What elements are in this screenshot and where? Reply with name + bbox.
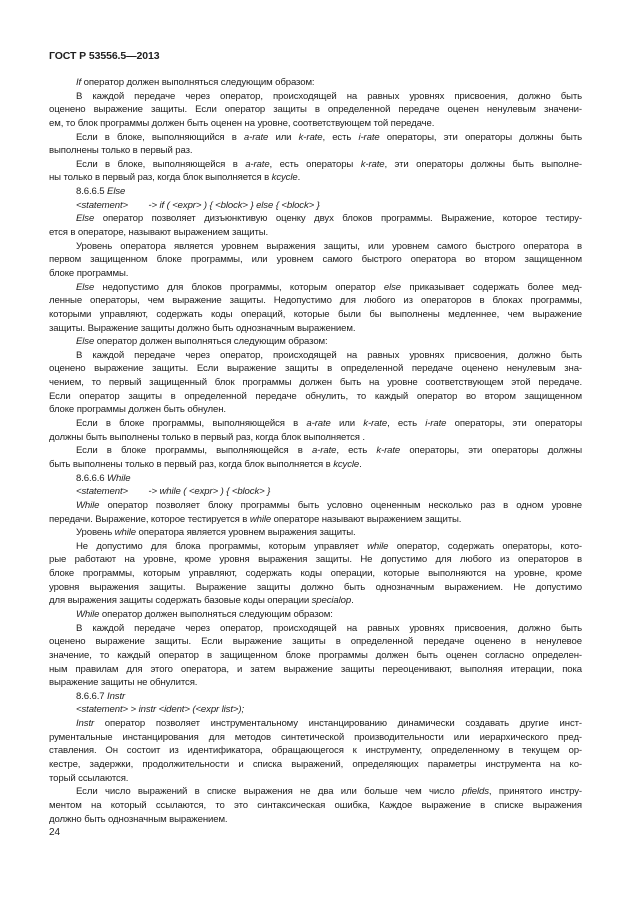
paragraph	[49, 622, 582, 690]
text-line	[49, 594, 582, 608]
italic-term: i-rate	[358, 131, 380, 143]
text-run: ленные операторы, чем выражение защиты. Недопустимо для любого из операторов в блоках программы,	[49, 295, 582, 307]
text-line	[49, 703, 582, 717]
text-line	[49, 240, 582, 254]
text-line	[49, 253, 582, 267]
text-run: блоке программы, которым управляют, содержать коды операции, которые выполняются на уровне, кроме	[49, 568, 582, 580]
text-line	[49, 417, 582, 431]
italic-term: k-rate	[363, 418, 388, 430]
text-line	[49, 649, 582, 663]
text-line	[49, 676, 582, 690]
paragraph	[49, 472, 582, 486]
italic-term: pfields	[461, 786, 489, 798]
text-run: .	[297, 172, 301, 184]
italic-term: Else	[76, 213, 95, 225]
text-run: , эти операторы должны быть выполне-	[384, 158, 582, 170]
text-run: ным правилам для этого оператора, и затем выражение защиты переоценивают, выполняя итерации, пока	[49, 663, 582, 675]
text-run: оператор должен выполняться следующим образом:	[81, 77, 315, 88]
text-line	[49, 171, 582, 185]
italic-term: <statement> > instr <ident> (<expr list>);	[76, 704, 245, 716]
italic-term: Instr	[76, 718, 95, 730]
italic-term: while	[114, 527, 136, 539]
italic-term: specialop	[311, 595, 352, 607]
text-run: В каждой передаче через оператор, происходящей на равных уровнях присвоения, должно быть	[76, 349, 582, 361]
text-line	[49, 485, 582, 499]
italic-term: a-rate	[245, 158, 270, 170]
text-run: оператора является уровнем выражения защиты.	[135, 527, 356, 539]
text-line	[49, 744, 582, 758]
paragraph	[49, 444, 582, 471]
text-line	[49, 362, 582, 376]
text-line	[49, 76, 582, 90]
italic-term: Else	[76, 281, 95, 293]
text-run: оценено выражение защиты. Если выражение защиты в определенной передаче оценено в ненулевое	[49, 636, 582, 648]
text-line	[49, 226, 582, 240]
paragraph	[49, 76, 582, 90]
text-run: операторы, эти операторы должны быть	[379, 131, 582, 143]
paragraph	[49, 785, 582, 826]
text-run: ставления. Он состоит из идентификатора, обращающегося к инструменту, определенному в текущем ор-	[49, 745, 582, 757]
text-run: оператор позволяет инструментальному инстанцированию динамически создавать другие инст-	[94, 718, 582, 730]
italic-term: While	[76, 499, 100, 511]
text-run: защиты. Выражение защиты должно быть однозначным выражением.	[49, 322, 356, 334]
paragraph	[49, 199, 582, 213]
text-line	[49, 731, 582, 745]
text-run: 8.6.6.7	[76, 690, 108, 702]
paragraph	[49, 212, 582, 239]
text-line	[49, 785, 582, 799]
text-line	[49, 403, 582, 417]
text-line	[49, 185, 582, 199]
italic-term: else	[383, 281, 402, 293]
paragraph	[49, 158, 582, 185]
paragraph	[49, 608, 582, 622]
text-line	[49, 117, 582, 131]
text-run: выполнены только в первый раз.	[49, 145, 193, 157]
text-run: оператор позволяет дизъюнктивую оценку двух блоков программы. Выражение, которое тестиру-	[94, 213, 582, 225]
italic-term: k-rate	[298, 131, 323, 143]
text-line	[49, 158, 582, 172]
text-run: недопустимо для блоков программы, которым оператор	[94, 281, 384, 293]
text-line	[49, 526, 582, 540]
paragraph	[49, 703, 582, 717]
text-run: кестре, задержки, продолжительности и списка выражений, определяющих параметры инструмента на ко-	[49, 759, 582, 771]
text-run: операторе называют выражением защиты.	[271, 513, 462, 525]
paragraph	[49, 717, 582, 785]
text-run: , есть	[387, 418, 426, 430]
text-run: должно быть однозначным выражением.	[49, 813, 228, 825]
text-run: ем, то блок программы должен быть оценен на уровне, соответствующем той передаче.	[49, 117, 435, 129]
text-line	[49, 567, 582, 581]
paragraph	[49, 335, 582, 349]
text-line	[49, 758, 582, 772]
text-line	[49, 799, 582, 813]
text-run: выражение защиты не обнулится.	[49, 677, 198, 689]
text-run: ны только в первый раз, когда блок выполняется в	[49, 172, 272, 184]
text-run: оператор позволяет блоку программы быть условно оцененным несколько раз в одном уровне	[99, 499, 582, 511]
page-number: 24	[49, 827, 61, 838]
text-line	[49, 212, 582, 226]
text-line	[49, 349, 582, 363]
italic-term: While	[107, 472, 131, 484]
text-run: рументальные инстанцирования для методов синтетической производительности или иерархического пред-	[49, 731, 582, 743]
paragraph	[49, 240, 582, 281]
text-run: быть выполнены только в первый раз, когда блок выполняется в	[49, 458, 334, 470]
italic-term: k-rate	[376, 445, 401, 457]
text-line	[49, 390, 582, 404]
text-line	[49, 472, 582, 486]
text-run: Если в блоке программы, выполняющейся в	[76, 418, 307, 430]
italic-term: If	[76, 77, 82, 88]
text-run: чением, то первый защищенный блок программы должен быть на уровне соответствующем этой передаче.	[49, 377, 582, 389]
text-run: должны быть выполнены только в первый раз, когда блок выполняется .	[49, 431, 365, 443]
text-run: блоке программы должен быть обнулен.	[49, 404, 226, 416]
text-run: Не допустимо для блока программы, которым управляет	[76, 540, 368, 552]
text-run: или	[330, 418, 364, 430]
text-line	[49, 717, 582, 731]
italic-term: a-rate	[306, 418, 331, 430]
paragraph	[49, 540, 582, 608]
italic-term: Else	[107, 186, 126, 198]
italic-term: a-rate	[243, 131, 269, 143]
paragraph	[49, 131, 582, 158]
text-line	[49, 540, 582, 554]
text-line	[49, 376, 582, 390]
text-line	[49, 131, 582, 145]
text-line	[49, 772, 582, 786]
text-run: блоке программы.	[49, 267, 129, 279]
text-line	[49, 267, 582, 281]
text-run: операторы, эти операторы	[446, 418, 582, 430]
text-run: , принятого инстру-	[488, 786, 582, 798]
text-line	[49, 199, 582, 213]
text-line	[49, 322, 582, 336]
italic-term: a-rate	[311, 445, 337, 457]
text-run: 8.6.6.5	[76, 186, 108, 198]
text-run: Уровень	[76, 527, 115, 539]
text-run: В каждой передаче через оператор, происходящей на равных уровнях присвоения, должно быть	[76, 90, 582, 102]
text-run: рые работают на уровне, кроме уровня выражения защиты. Не допустимо для любого из операторов в	[49, 554, 582, 566]
italic-term: <statement> -> if ( <expr> ) { <block> } else { <block> }	[76, 199, 320, 211]
text-line	[49, 458, 582, 472]
text-line	[49, 444, 582, 458]
paragraph	[49, 281, 582, 336]
text-run: оператор должен выполняться следующим образом:	[99, 608, 333, 620]
text-run: торый ссылаются.	[49, 772, 129, 784]
italic-term: while	[249, 513, 272, 525]
paragraph	[49, 690, 582, 704]
text-run: первом защищенном блоке программы, или уровнем самого быстрого оператора во втором защищенном	[49, 254, 582, 266]
paragraph	[49, 417, 582, 444]
text-run: значение, то каждый оператор в защищенном блоке программы должен быть оценен согласно определен-	[49, 649, 582, 661]
paragraph	[49, 499, 582, 526]
text-line	[49, 553, 582, 567]
text-run: ется в операторе, называют выражением защиты.	[49, 227, 269, 239]
text-run: .	[351, 595, 354, 607]
text-run: для выражения защиты содержать базовые коды операции	[49, 595, 312, 607]
text-run: приказывает содержать более мед-	[401, 281, 582, 293]
text-run: , есть	[336, 445, 377, 457]
text-run: Если в блоке программы, выполняющейся в	[76, 445, 312, 457]
text-line	[49, 294, 582, 308]
text-run: , есть	[322, 131, 359, 143]
text-line	[49, 144, 582, 158]
text-run: уровня выражения защиты. Выражение защиты должно быть однозначным выражением. Не допустимо	[49, 581, 582, 593]
text-run: или	[268, 131, 299, 143]
italic-term: <statement> -> while ( <expr> ) { <block> }	[76, 486, 271, 498]
document-body	[49, 76, 582, 826]
document-header: ГОСТ Р 53556.5—2013	[49, 50, 160, 62]
text-run: 8.6.6.6	[76, 472, 108, 484]
text-run: передачи. Выражение, которое тестируется в	[49, 513, 250, 525]
paragraph	[49, 526, 582, 540]
text-run: .	[359, 458, 362, 470]
italic-term: i-rate	[425, 418, 447, 430]
text-line	[49, 103, 582, 117]
text-run: Уровень оператора является уровнем выражения защиты, или уровнем самого быстрого оператора в	[76, 240, 582, 252]
text-run: оценено выражение защиты. Если выражение защиты в определенной передаче оценено ненулевым зна-	[49, 363, 582, 375]
paragraph	[49, 90, 582, 131]
text-run: оператор должен выполняться следующим образом:	[94, 336, 328, 348]
italic-term: kcycle	[271, 172, 298, 184]
text-line	[49, 335, 582, 349]
text-run: Если число выражений в списке выражения не два или больше чем число	[76, 786, 462, 798]
text-run: ментом на который ссылаются, то это синтаксическая ошибка, Каждое выражение в списке выражения	[49, 799, 582, 811]
text-run: Если оператор защиты в определенной передаче обнулить, то каждый оператор во втором защищенном	[49, 390, 582, 402]
text-line	[49, 281, 582, 295]
text-line	[49, 581, 582, 595]
italic-term: Instr	[107, 690, 126, 702]
text-run: оценено выражение защиты. Если оператор защиты в определенной передаче оценен ненулевым значени-	[49, 104, 582, 116]
text-line	[49, 608, 582, 622]
text-line	[49, 690, 582, 704]
text-line	[49, 308, 582, 322]
italic-term: while	[367, 540, 389, 552]
text-line	[49, 513, 582, 527]
text-line	[49, 431, 582, 445]
text-line	[49, 663, 582, 677]
text-line	[49, 90, 582, 104]
paragraph	[49, 185, 582, 199]
text-run: которыми управляют, содержать коды операций, которые были бы выполнены медленнее, чем выражение	[49, 308, 582, 320]
text-run: Если в блоке, выполняющейся в	[76, 158, 246, 170]
text-run: оператор, содержать операторы, кото-	[388, 540, 582, 552]
italic-term: While	[76, 608, 100, 620]
text-line	[49, 635, 582, 649]
text-line	[49, 813, 582, 827]
italic-term: kcycle	[333, 458, 360, 470]
text-run: , есть операторы	[269, 158, 361, 170]
text-run: операторы, эти операторы должны	[400, 445, 582, 457]
text-run: Если в блоке, выполняющийся в	[76, 131, 244, 143]
text-line	[49, 622, 582, 636]
italic-term: Else	[76, 336, 95, 348]
italic-term: k-rate	[360, 158, 385, 170]
paragraph	[49, 485, 582, 499]
text-run: В каждой передаче через оператор, происходящей на равных уровнях присвоения, должно быть	[76, 622, 582, 634]
paragraph	[49, 349, 582, 417]
text-line	[49, 499, 582, 513]
